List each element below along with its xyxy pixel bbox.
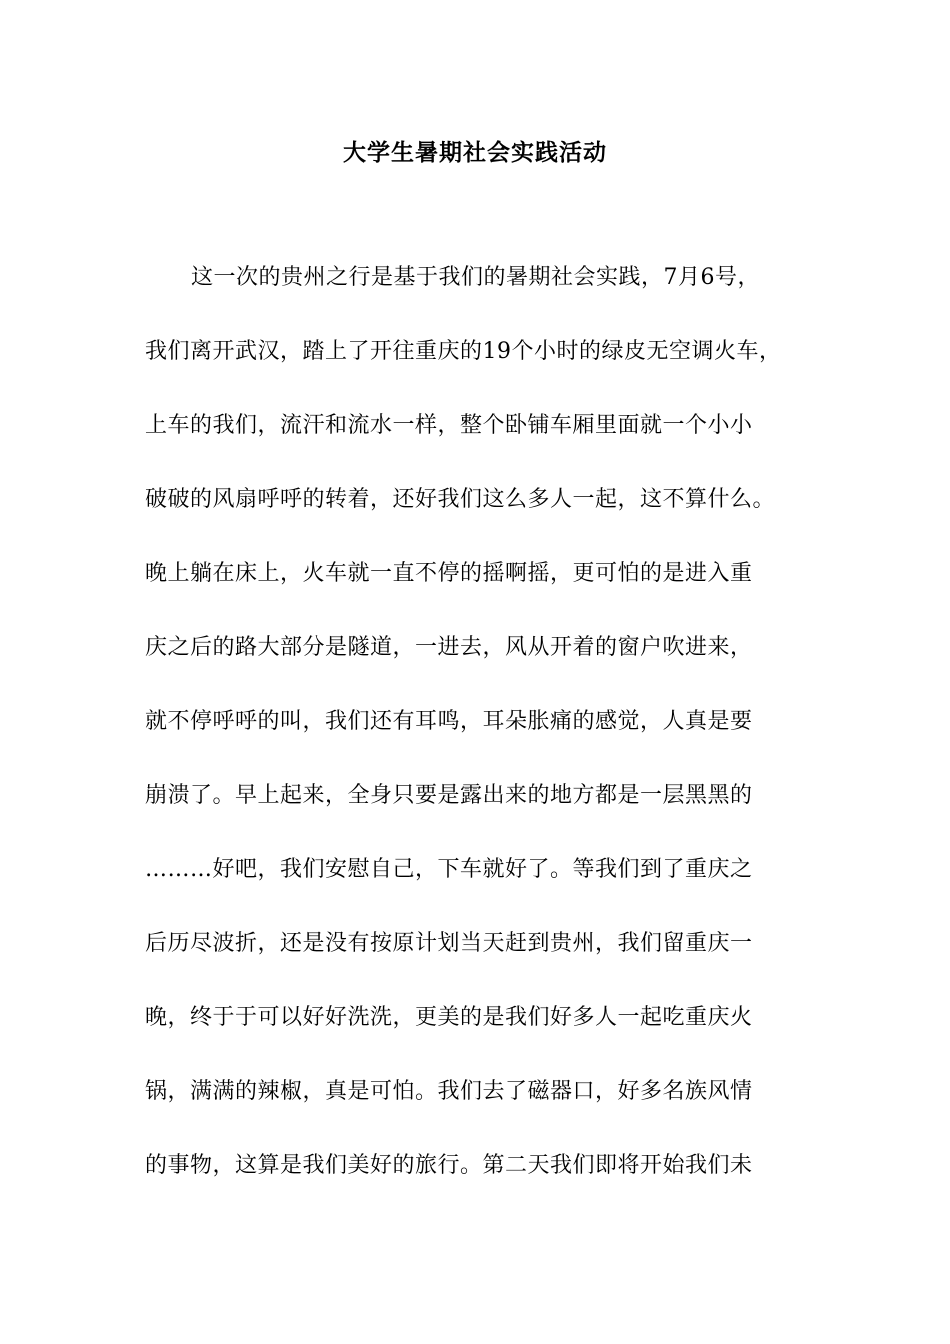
paragraph-line-1: 这一次的贵州之行是基于我们的暑期社会实践，7月6号， — [191, 265, 760, 290]
paragraph-line-9: ………好吧，我们安慰自己，下车就好了。等我们到了重庆之 — [145, 857, 753, 882]
paragraph-line-10: 后历尽波折，还是没有按原计划当天赶到贵州，我们留重庆一 — [145, 931, 753, 956]
paragraph-line-5: 晚上躺在床上，火车就一直不停的摇啊摇，更可怕的是进入重 — [145, 561, 753, 586]
paragraph-line-2: 我们离开武汉，踏上了开往重庆的19个小时的绿皮无空调火车， — [145, 339, 782, 364]
paragraph-line-13: 的事物，这算是我们美好的旅行。第二天我们即将开始我们未 — [145, 1153, 753, 1178]
paragraph-line-4: 破破的风扇呼呼的转着，还好我们这么多人一起，这不算什么。 — [145, 487, 776, 512]
paragraph-line-11: 晚，终于于可以好好洗洗，更美的是我们好多人一起吃重庆火 — [145, 1005, 753, 1030]
paragraph-line-3: 上车的我们，流汗和流水一样，整个卧铺车厢里面就一个小小 — [145, 413, 753, 438]
document-title: 大学生暑期社会实践活动 — [343, 139, 607, 166]
paragraph-line-8: 崩溃了。早上起来，全身只要是露出来的地方都是一层黑黑的 — [145, 783, 753, 808]
paragraph-line-7: 就不停呼呼的叫，我们还有耳鸣，耳朵胀痛的感觉，人真是要 — [145, 709, 753, 734]
paragraph-line-12: 锅，满满的辣椒，真是可怕。我们去了磁器口，好多名族风情 — [145, 1079, 753, 1104]
paragraph-line-6: 庆之后的路大部分是隧道，一进去，风从开着的窗户吹进来， — [145, 635, 753, 660]
